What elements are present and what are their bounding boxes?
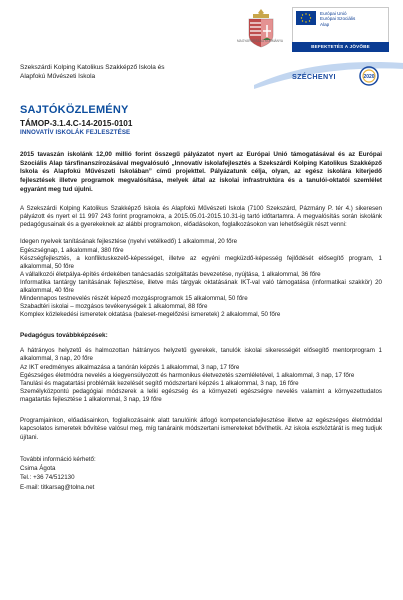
training-list <box>20 347 382 404</box>
trainings-heading: Pedagógus továbbképzések: <box>20 332 108 340</box>
crest-caption: MAGYARORSZÁG KORMÁNYA <box>237 39 283 43</box>
list-item: Egészséges életmódra nevelés a kiegyensúlyozott és harmonikus életvezetés szemléletével, 1 alkalommal, 3 nap, 17 főre <box>20 371 355 379</box>
list-item: Személyközpontú pedagógiai módszerek a lelki egészség és a környezeti egészségre nevelés valamint a környezettudatos magatartás fejlesztése 1 alkalommal, 3 nap, 19 főre <box>20 387 382 403</box>
eu-logo <box>292 7 389 43</box>
contact-email[interactable]: E-mail: titkarsag@tolna.net <box>20 483 95 491</box>
list-item: Készségfejlesztés, a konfliktuskezelő-képességet, illetve az egyéni megküzdő-képesség fejlődését elősegítő program, 1 alkalommal, 50 főre <box>20 254 382 270</box>
hungarian-crest-icon <box>241 7 281 59</box>
svg-text:2020: 2020 <box>363 74 375 80</box>
list-item: Komplex közlekedési ismeretek oktatása (baleset-megelőzési ismeretek) 2 alkalommal, 50 főre <box>20 311 281 319</box>
document-title: SAJTÓKÖZLEMÉNY <box>20 104 129 116</box>
contact-block <box>20 455 382 492</box>
press-release-body <box>20 63 382 492</box>
list-item: Tanulási és magatartási problémák kezelését segítő módszertani képzés 1 alkalommal, 3 nap, 16 főre <box>20 379 299 387</box>
closing-paragraph: Programjainkon, előadásainkon, foglalkozásaink alatt tanulóink átfogó kompetenciafejlesztése illetve az egészséges életmóddal kapcsolatos ismeretek bővítése valósul meg, míg tanáraink módszertani ismereteket bővíthetik. Az iskola eszköztárát is meg tudjuk újítani. <box>20 417 382 441</box>
organization-line-1: Szekszárdi Kolping Katolikus Szakképző Iskola és <box>20 64 165 71</box>
list-item: A vállalkozói életpálya-építés érdekében tanácsadás szolgáltatás bevezetése, nyújtása, 1 alkalommal, 36 főre <box>20 270 321 278</box>
organization-line-2: Alapfokú Művészeti Iskola <box>20 73 96 80</box>
contact-heading: További információ kérhető: <box>20 455 96 463</box>
program-list <box>20 238 382 319</box>
list-item: Informatika tantárgy tanításának fejlesztése, illetve más tárgyak oktatásának IKT-val való támogatása (informatikai szakkör) 20 alkalommal, 40 főre <box>20 278 382 294</box>
contact-phone: Tel.: +36 74/512130 <box>20 474 75 482</box>
invest-banner: BEFEKTETÉS A JÖVŐBE <box>292 42 389 52</box>
contact-name: Csima Ágota <box>20 465 56 473</box>
eu-flag-icon <box>296 11 316 25</box>
project-name: INNOVATÍV ISKOLÁK FEJLESZTÉSE <box>20 129 131 136</box>
list-item: Szabadtéri iskolai – mozgásos tevékenységek 1 alkalommal, 88 főre <box>20 303 208 311</box>
list-item: Idegen nyelvek tanításának fejlesztése (nyelvi vetélkedő) 1 alkalommal, 20 főre <box>20 238 238 246</box>
list-item: Mindennapos testnevelés részét képező mozgásprogramok 15 alkalommal, 50 főre <box>20 295 248 303</box>
eu-logo-text: Európai Unió Európai Szociális Alap <box>320 11 356 27</box>
szechenyi-logo-text: SZÉCHENYI <box>292 72 336 81</box>
list-item: A hátrányos helyzetű és halmozottan hátrányos helyzetű gyerekek, tanulók iskolai sikerességét elősegítő mentorprogram 1 alkalommal, 3 nap, 20 főre <box>20 347 382 363</box>
list-item: Egészségnap, 1 alkalommal, 380 főre <box>20 246 124 254</box>
list-item: Az IKT eredményes alkalmazása a tanórán képzés 1 alkalommal, 3 nap, 17 főre <box>20 363 240 371</box>
project-code: TÁMOP-3.1.4.C-14-2015-0101 <box>20 119 133 128</box>
lead-paragraph: 2015 tavaszán iskolánk 12,00 millió forint összegű pályázatot nyert az Európai Unió támogatásával és az Európai Szociális Alap társfinanszírozásával megvalósuló „Innovatív iskolafejlesztés a Szekszárdi Kolping Katolikus Szakképző Iskola és Alapfokú Művészeti Iskolában” című projekttel. Pályázatunk célja, olyan, az egész iskolára kiterjedő fejlesztések illetve programok megvalósítása, melyek által az iskolai infrastruktúra és a tanulói-oktatói szemlélet egyaránt meg tud újulni. <box>20 151 382 193</box>
intro-paragraph: A Szekszárdi Kolping Katolikus Szakképző Iskola és Alapfokú Művészeti Iskola (7100 Szekszárd, Pázmány P. tér 4.) sikeresen pályázott és nyert el 11 997 243 forint programokra, a 2015.05.01-2015.10.31-ig tartó időtartamra. A megvalósítás során iskolánk pedagógusainak és a gyerekeknek az alábbi programokon, előadásokon, foglalkozásokon van lehetőségük részt venni: <box>20 204 382 229</box>
